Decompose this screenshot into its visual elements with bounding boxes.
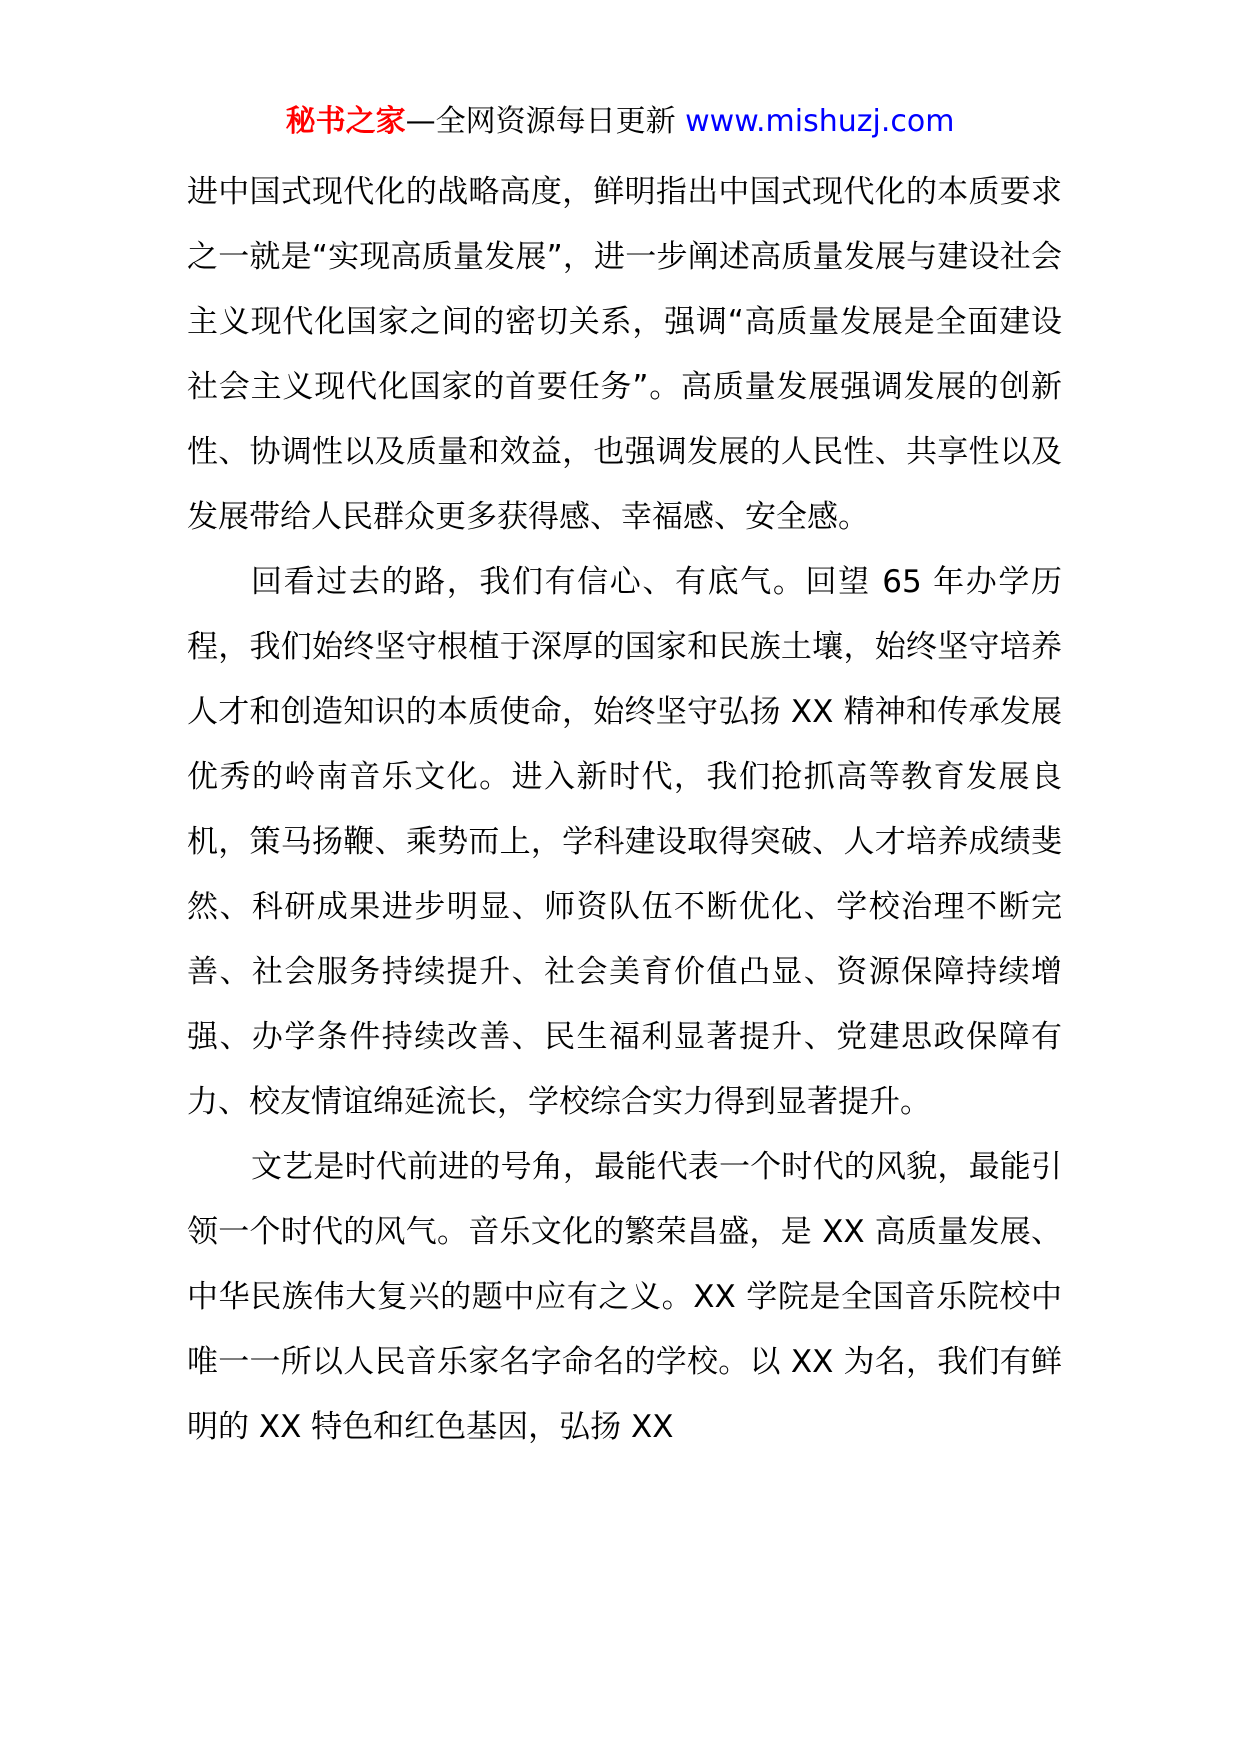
brand-name: 秘书之家 [285, 104, 406, 139]
header-slogan: —全网资源每日更新 [405, 104, 676, 139]
paragraph-3: 文艺是时代前进的号角，最能代表一个时代的风貌，最能引领一个时代的风气。音乐文化的繁荣昌盛，是 XX 高质量发展、中华民族伟大复兴的题中应有之义。XX 学院是全国音乐院校中唯一一所以人民音乐家名字命名的学校。以 XX 为名，我们有鲜明的 XX 特色和红色基因，弘扬 XX [187, 1149, 1062, 1445]
page-header [0, 100, 1240, 144]
document-body [187, 160, 1062, 1460]
website-link[interactable]: www.mishuzj.com [685, 104, 955, 139]
paragraph-2: 回看过去的路，我们有信心、有底气。回望 65 年办学历程，我们始终坚守根植于深厚的国家和民族土壤，始终坚守培养人才和创造知识的本质使命，始终坚守弘扬 XX 精神和传承发展优秀的岭南音乐文化。进入新时代，我们抢抓高等教育发展良机，策马扬鞭、乘势而上，学科建设取得突破、人才培养成绩斐然、科研成果进步明显、师资队伍不断优化、学校治理不断完善、社会服务持续提升、社会美育价值凸显、资源保障持续增强、办学条件持续改善、民生福利显著提升、党建思政保障有力、校友情谊绵延流长，学校综合实力得到显著提升。 [187, 564, 1062, 1120]
paragraph-1: 进中国式现代化的战略高度，鲜明指出中国式现代化的本质要求之一就是“实现高质量发展”，进一步阐述高质量发展与建设社会主义现代化国家之间的密切关系，强调“高质量发展是全面建设社会主义现代化国家的首要任务”。高质量发展强调发展的创新性、协调性以及质量和效益，也强调发展的人民性、共享性以及发展带给人民群众更多获得感、幸福感、安全感。 [187, 174, 1062, 535]
